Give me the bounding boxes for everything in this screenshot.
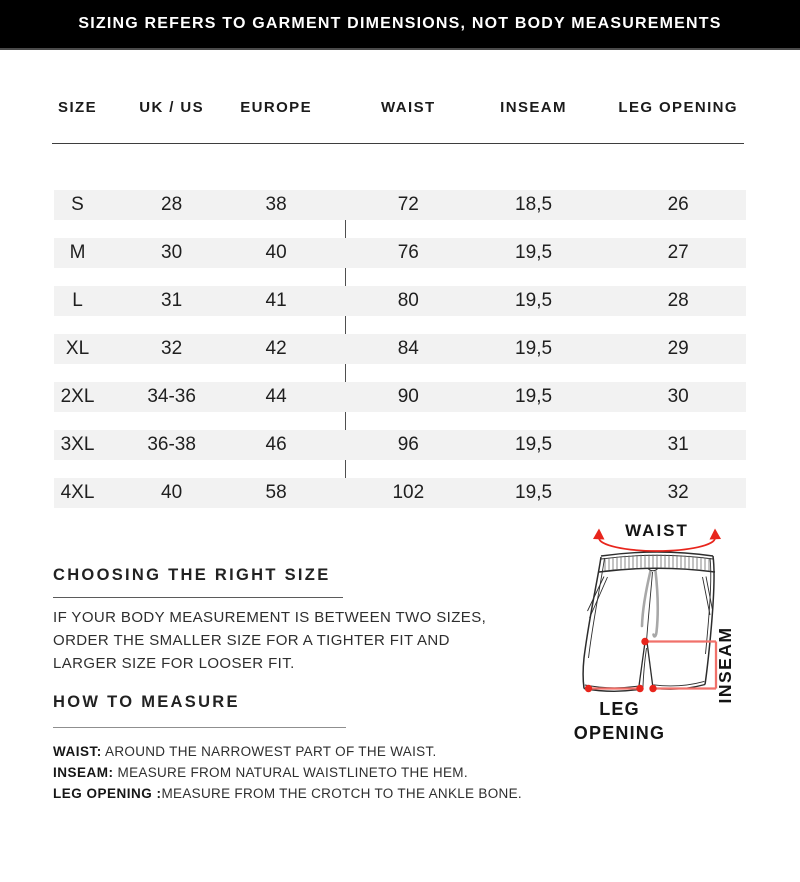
table-cell: 32 <box>667 482 689 503</box>
table-row <box>54 286 746 316</box>
table-cell: 46 <box>265 434 287 455</box>
table-cell: 4XL <box>60 482 95 503</box>
table-cell: 31 <box>667 434 689 455</box>
choosing-size-line: IF YOUR BODY MEASUREMENT IS BETWEEN TWO SIZES, <box>53 609 487 626</box>
table-cell: 38 <box>265 194 287 215</box>
measure-item-text: MEASURE FROM NATURAL WAISTLINETO THE HEM. <box>113 765 468 780</box>
measure-dot <box>649 685 656 692</box>
table-cell: 40 <box>265 242 287 263</box>
table-cell: 72 <box>397 194 419 215</box>
choosing-size-line: ORDER THE SMALLER SIZE FOR A TIGHTER FIT AND <box>53 632 450 649</box>
waist-label: WAIST <box>625 521 689 540</box>
table-row <box>54 478 746 508</box>
table-cell: 28 <box>161 194 183 215</box>
leg-opening-label: LEG <box>599 699 640 719</box>
table-cell: 19,5 <box>515 434 553 455</box>
how-to-measure-rule <box>53 727 346 728</box>
measure-item-label: WAIST: <box>53 744 102 759</box>
measure-item-label: INSEAM: <box>53 765 114 780</box>
table-cell: 2XL <box>60 386 95 407</box>
choosing-size-heading: CHOOSING THE RIGHT SIZE <box>53 566 331 584</box>
column-header: INSEAM <box>500 99 567 116</box>
banner-text: SIZING REFERS TO GARMENT DIMENSIONS, NOT BODY MEASUREMENTS <box>78 15 722 32</box>
table-cell: 84 <box>397 338 419 359</box>
measure-item-leg-opening <box>53 783 573 804</box>
measure-dot <box>585 685 592 692</box>
table-cell: 30 <box>161 242 183 263</box>
table-cell: 3XL <box>60 434 95 455</box>
leg-opening-label: OPENING <box>573 723 666 743</box>
table-cell: 19,5 <box>515 386 553 407</box>
table-body <box>54 190 746 508</box>
table-cell: 90 <box>397 386 419 407</box>
measure-item-inseam <box>53 762 573 783</box>
table-cell: 40 <box>161 482 183 503</box>
table-cell: 102 <box>392 482 425 503</box>
table-cell: 58 <box>265 482 287 503</box>
table-cell: 41 <box>265 290 287 311</box>
table-cell: 34-36 <box>147 386 196 407</box>
measure-dot <box>636 685 643 692</box>
garment-note-banner <box>0 0 800 50</box>
table-row <box>54 190 746 220</box>
column-header: LEG OPENING <box>618 99 738 116</box>
measure-instructions <box>53 741 573 804</box>
drawstring <box>642 571 651 626</box>
choosing-size-line: LARGER SIZE FOR LOOSER FIT. <box>53 655 295 672</box>
table-cell: 31 <box>161 290 183 311</box>
measure-item-text: AROUND THE NARROWEST PART OF THE WAIST. <box>101 744 437 759</box>
table-row <box>54 382 746 412</box>
column-header: WAIST <box>381 99 436 116</box>
header-rule <box>52 143 744 144</box>
table-cell: XL <box>65 338 90 359</box>
table-cell: 27 <box>667 242 689 263</box>
table-cell: 18,5 <box>515 194 553 215</box>
table-row <box>54 238 746 268</box>
table-cell: 32 <box>161 338 183 359</box>
waist-arrowhead-left <box>593 529 605 540</box>
table-cell: 19,5 <box>515 338 553 359</box>
column-header: UK / US <box>139 99 205 116</box>
measure-dot <box>641 638 648 645</box>
table-cell: 36-38 <box>147 434 196 455</box>
column-header: EUROPE <box>240 99 312 116</box>
table-row <box>54 334 746 364</box>
table-cell: 44 <box>265 386 287 407</box>
measure-annotations <box>585 529 721 693</box>
choosing-size-rule <box>53 597 343 598</box>
table-cell: 28 <box>667 290 689 311</box>
table-cell: M <box>69 242 86 263</box>
column-header: SIZE <box>58 99 97 116</box>
shorts-diagram <box>555 508 800 743</box>
drawstring <box>654 571 658 636</box>
table-cell: 29 <box>667 338 689 359</box>
waist-arrowhead-right <box>710 529 722 540</box>
table-cell: 19,5 <box>515 482 553 503</box>
measure-item-waist <box>53 741 573 762</box>
table-cell: 42 <box>265 338 287 359</box>
choosing-size-text <box>53 606 523 675</box>
table-cell: 26 <box>667 194 689 215</box>
table-cell: L <box>72 290 83 311</box>
table-cell: 19,5 <box>515 290 553 311</box>
table-cell: 30 <box>667 386 689 407</box>
measure-item-text: MEASURE FROM THE CROTCH TO THE ANKLE BONE. <box>161 786 522 801</box>
measure-item-label: LEG OPENING : <box>53 786 162 801</box>
table-cell: S <box>71 194 84 215</box>
how-to-measure-heading: HOW TO MEASURE <box>53 693 240 711</box>
shorts-outline <box>583 552 715 691</box>
table-cell: 96 <box>397 434 419 455</box>
table-row <box>54 430 746 460</box>
table-cell: 80 <box>397 290 419 311</box>
table-cell: 19,5 <box>515 242 553 263</box>
inseam-label: INSEAM <box>715 626 735 704</box>
table-cell: 76 <box>397 242 419 263</box>
table-header-row <box>54 100 746 116</box>
